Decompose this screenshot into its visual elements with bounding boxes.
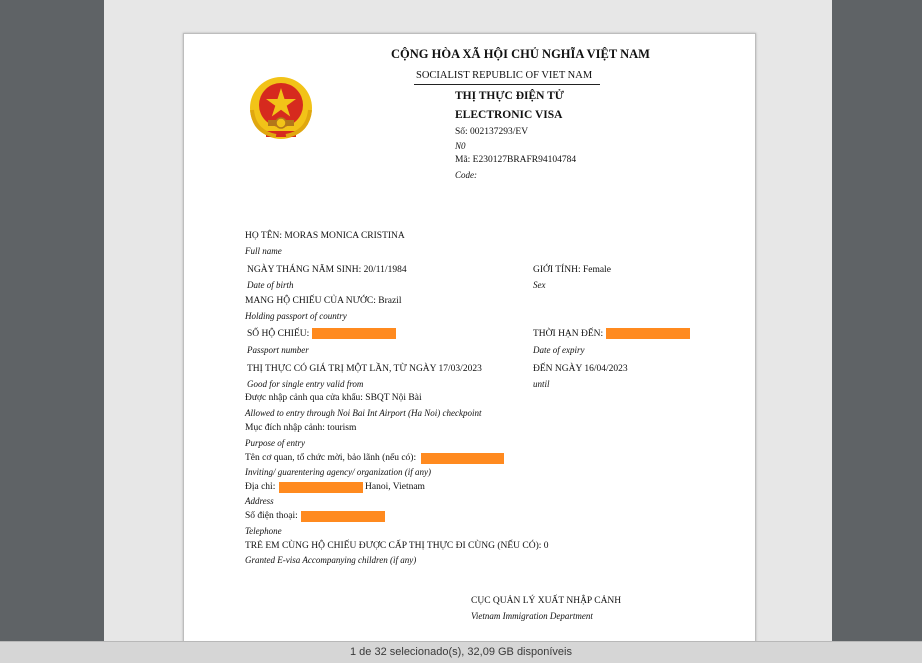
passport-number-label: SỐ HỘ CHIẾU: [247, 329, 310, 339]
visa-code-en: Code: [455, 170, 477, 180]
status-bar: 1 de 32 selecionado(s), 32,09 GB disponíveis [0, 641, 922, 663]
entry-checkpoint-en: Allowed to entry through Noi Bai Int Airport (Ha Noi) checkpoint [245, 408, 482, 418]
entry-purpose-en: Purpose of entry [245, 438, 305, 448]
country-title-vn: CỘNG HÒA XÃ HỘI CHỦ NGHĨA VIỆT NAM [391, 47, 650, 61]
national-emblem-icon [246, 74, 316, 144]
telephone-redaction [301, 511, 385, 522]
expiry-label: THỜI HẠN ĐẾN: [533, 329, 604, 339]
validity-until-en: until [533, 379, 550, 389]
accompanying-children-en: Granted E-visa Accompanying children (if any) [245, 555, 417, 565]
visa-title-en: ELECTRONIC VISA [455, 109, 563, 121]
entry-purpose: Mục đích nhập cảnh: tourism [245, 423, 357, 433]
sex-en: Sex [533, 280, 546, 290]
nationality: MANG HỘ CHIẾU CỦA NƯỚC: Brazil [245, 296, 402, 306]
date-of-birth: NGÀY THÁNG NĂM SINH: 20/11/1984 [247, 265, 407, 275]
issuer-name-en: Vietnam Immigration Department [471, 611, 593, 621]
expiry-redaction [606, 328, 690, 339]
validity-from-en: Good for single entry valid from [247, 379, 364, 389]
validity-from: THỊ THỰC CÓ GIÁ TRỊ MỘT LẦN, TỪ NGÀY 17/03/2023 [247, 364, 482, 374]
country-title-en: SOCIALIST REPUBLIC OF VIET NAM [416, 70, 593, 81]
validity-until: ĐẾN NGÀY 16/04/2023 [533, 364, 628, 374]
header-underline [414, 84, 600, 85]
date-of-birth-en: Date of birth [247, 280, 294, 290]
accompanying-children: TRẺ EM CÙNG HỘ CHIẾU ĐƯỢC CẤP THỊ THỰC ĐI CÙNG (NẾU CÓ): 0 [245, 541, 549, 551]
nationality-en: Holding passport of country [245, 311, 347, 321]
telephone-label: Số điện thoại: [245, 511, 298, 521]
inviting-agency-label: Tên cơ quan, tổ chức mời, bảo lãnh (nếu có): [245, 453, 417, 463]
address-label: Địa chỉ: [245, 482, 276, 492]
inviting-agency-redaction [421, 453, 504, 464]
visa-title-vn: THỊ THỰC ĐIỆN TỬ [455, 90, 564, 102]
full-name-en: Full name [245, 246, 282, 256]
visa-number: Số: 002137293/EV [455, 127, 529, 137]
passport-number-redaction [312, 328, 396, 339]
inviting-agency-en: Inviting/ guarentering agency/ organization (if any) [245, 467, 432, 477]
visa-document-page [183, 33, 756, 650]
address-city: Hanoi, Vietnam [365, 482, 425, 492]
passport-number-en: Passport number [247, 345, 309, 355]
visa-code: Mã: E230127BRAFR94104784 [455, 155, 577, 165]
visa-number-en: N0 [455, 141, 466, 151]
expiry-en: Date of expiry [533, 345, 585, 355]
full-name: HỌ TÊN: MORAS MONICA CRISTINA [245, 231, 405, 241]
telephone-en: Telephone [245, 526, 282, 536]
issuer-name: CỤC QUẢN LÝ XUẤT NHẬP CẢNH [471, 596, 622, 606]
entry-checkpoint: Được nhập cảnh qua cửa khẩu: SBQT Nội Bài [245, 393, 422, 403]
sex: GIỚI TÍNH: Female [533, 265, 611, 275]
address-redaction [279, 482, 363, 493]
address-en: Address [245, 496, 274, 506]
